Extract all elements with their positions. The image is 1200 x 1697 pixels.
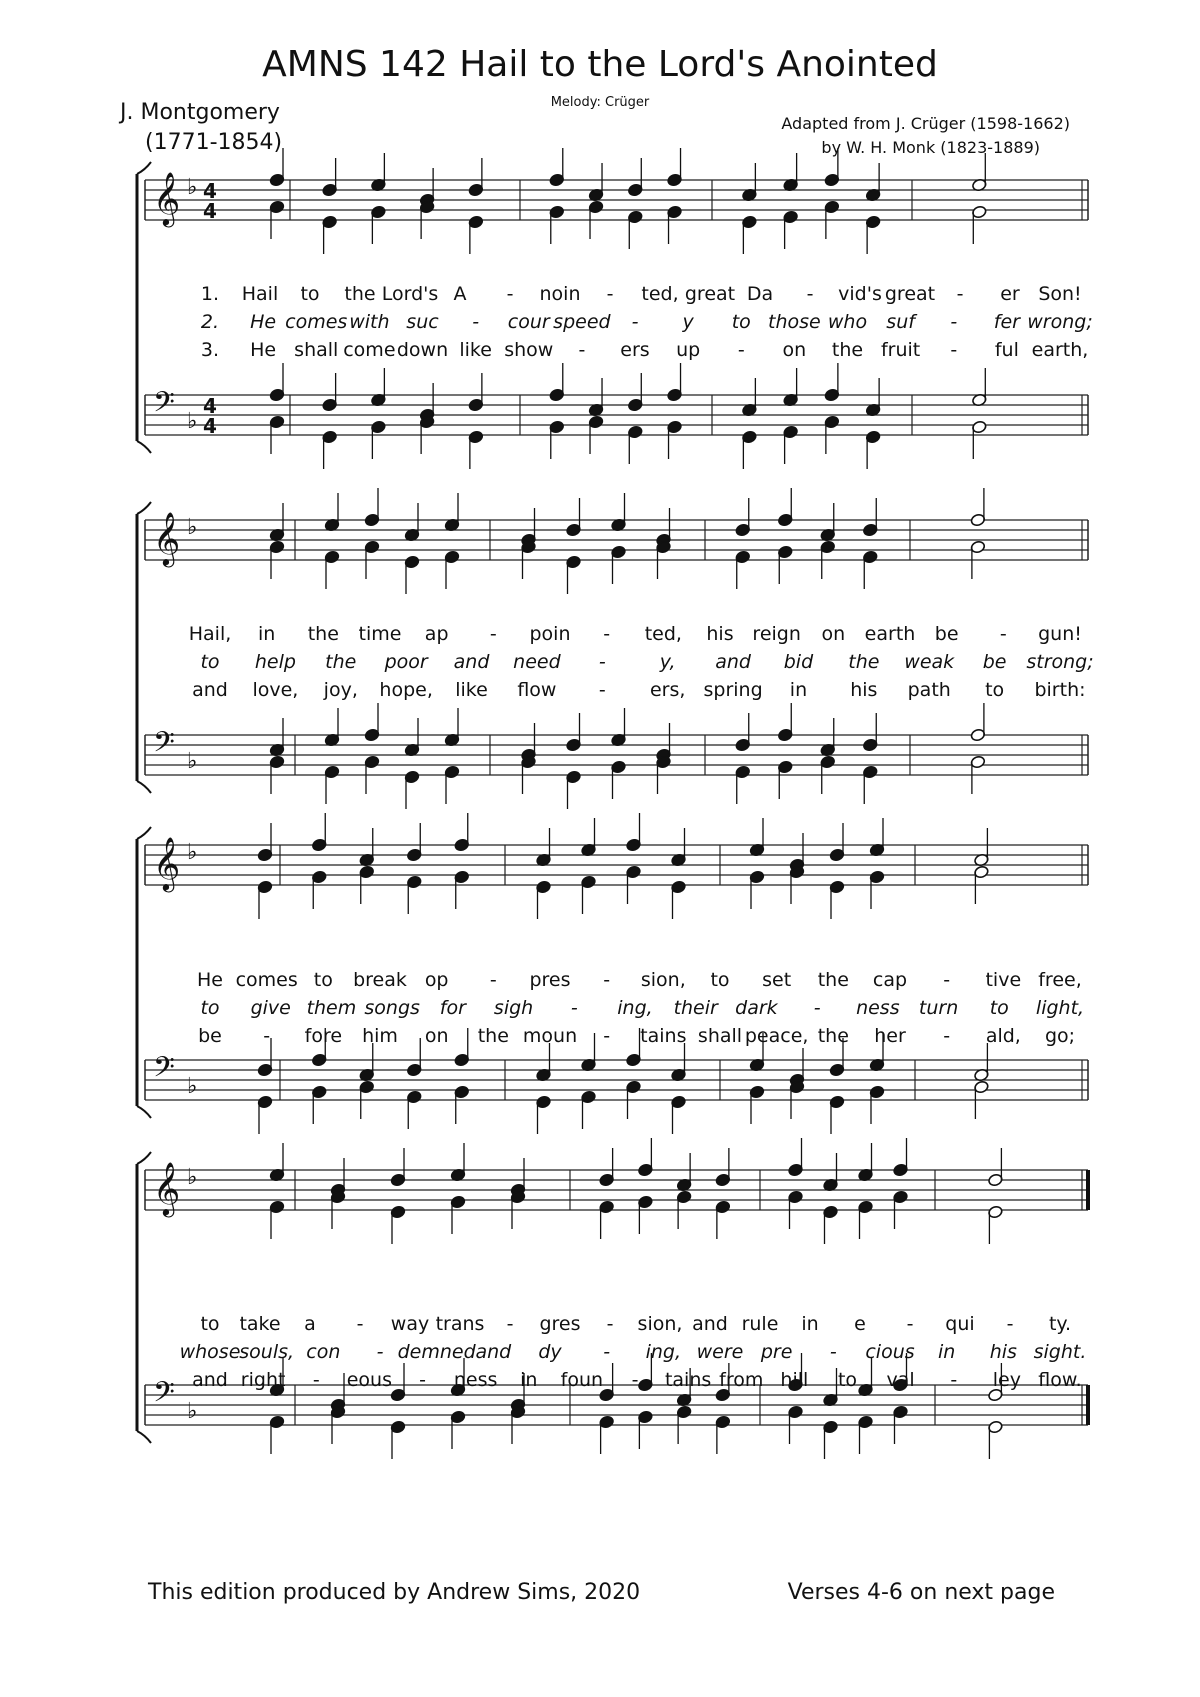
- lyric-syllable: from: [719, 1369, 764, 1391]
- lyric-syllable: fore: [304, 1025, 343, 1047]
- lyric-syllable: way: [390, 1313, 430, 1335]
- lyric-syllable: in: [520, 1369, 538, 1391]
- lyric-syllable: ing,: [617, 997, 653, 1019]
- lyric-syllable: 2.: [200, 311, 220, 333]
- lyric-syllable: -: [506, 1313, 514, 1335]
- lyric-syllable: shall: [697, 1025, 743, 1047]
- lyric-syllable: love,: [252, 679, 299, 701]
- lyric-syllable: bid: [783, 651, 814, 673]
- lyric-syllable: flow.: [1038, 1369, 1082, 1391]
- lyric-syllable: comes: [285, 311, 348, 333]
- lyric-syllable: to: [200, 1313, 220, 1335]
- lyric-syllable: poor: [384, 651, 428, 673]
- lyric-syllable: on: [424, 1025, 449, 1047]
- lyric-syllable: dy: [538, 1341, 562, 1363]
- lyric-syllable: pres: [529, 969, 571, 991]
- lyric-syllable: suf: [886, 311, 915, 333]
- lyric-syllable: souls,: [239, 1341, 295, 1363]
- lyric-syllable: to: [313, 969, 333, 991]
- lyric-syllable: demned: [397, 1341, 476, 1363]
- final-barline: [1086, 1170, 1090, 1210]
- lyric-syllable: in: [258, 623, 276, 645]
- lyric-syllable: cious: [865, 1341, 915, 1363]
- lyric-syllable: ness: [453, 1369, 498, 1391]
- lyric-syllable: who: [827, 311, 868, 333]
- lyric-syllable: Lord's: [381, 283, 439, 305]
- lyric-syllable: e: [854, 1313, 866, 1335]
- lyric-syllable: his: [850, 679, 878, 701]
- bracket-top: [137, 502, 151, 514]
- lyric-syllable: strong;: [1026, 651, 1094, 673]
- flat-key-signature: ♭: [187, 175, 198, 200]
- lyric-syllable: to: [731, 311, 751, 333]
- lyric-syllable: light,: [1035, 997, 1085, 1019]
- lyric-syllable: reign: [752, 623, 801, 645]
- lyric-syllable: his: [989, 1341, 1017, 1363]
- lyric-syllable: -: [906, 1313, 914, 1335]
- lyric-syllable: like: [455, 679, 488, 701]
- lyric-syllable: cap: [872, 969, 908, 991]
- lyric-syllable: ley: [992, 1369, 1021, 1391]
- hymn-title: AMNS 142 Hail to the Lord's Anointed: [262, 44, 938, 85]
- lyric-syllable: ty.: [1048, 1313, 1072, 1335]
- lyric-syllable: ness: [856, 997, 900, 1019]
- lyric-syllable: ers,: [649, 679, 686, 701]
- lyric-syllable: 1.: [200, 283, 220, 305]
- lyric-syllable: tains: [664, 1369, 712, 1391]
- lyric-syllable: -: [598, 651, 606, 673]
- lyric-syllable: and: [475, 1341, 512, 1363]
- lyric-syllable: the: [848, 651, 880, 673]
- poet-dates: (1771-1854): [145, 130, 283, 155]
- lyric-syllable: y,: [659, 651, 676, 673]
- lyric-syllable: Son!: [1038, 283, 1082, 305]
- lyric-syllable: -: [356, 1313, 364, 1335]
- lyric-syllable: vid's: [838, 283, 882, 305]
- lyric-syllable: qui: [945, 1313, 975, 1335]
- lyric-syllable: poin: [529, 623, 571, 645]
- lyric-syllable: were: [696, 1341, 744, 1363]
- lyric-syllable: sigh: [493, 997, 534, 1019]
- lyric-syllable: tive: [985, 969, 1022, 991]
- lyric-syllable: earth,: [1031, 339, 1089, 361]
- lyric-syllable: fer: [993, 311, 1020, 333]
- lyric-syllable: the: [344, 283, 376, 305]
- lyric-syllable: eous: [346, 1369, 393, 1391]
- bracket-top: [137, 1152, 151, 1164]
- lyric-syllable: ald,: [985, 1025, 1021, 1047]
- lyric-syllable: the: [325, 651, 357, 673]
- lyric-syllable: -: [606, 283, 614, 305]
- lyric-syllable: those: [768, 311, 821, 333]
- lyric-syllable: -: [578, 339, 586, 361]
- lyric-syllable: -: [263, 1025, 271, 1047]
- lyric-syllable: -: [489, 969, 497, 991]
- lyric-syllable: her: [874, 1025, 906, 1047]
- lyric-syllable: time: [358, 623, 402, 645]
- lyric-syllable: ted,: [644, 623, 682, 645]
- lyric-syllable: and: [692, 1313, 728, 1335]
- lyric-syllable: right: [240, 1369, 286, 1391]
- lyric-syllable: shall: [294, 339, 339, 361]
- lyric-syllable: to: [985, 679, 1005, 701]
- lyric-syllable: like: [459, 339, 492, 361]
- lyric-syllable: 3.: [200, 339, 220, 361]
- lyric-syllable: -: [829, 1341, 837, 1363]
- lyric-syllable: -: [950, 1369, 958, 1391]
- lyric-syllable: op: [424, 969, 449, 991]
- lyric-syllable: -: [813, 997, 821, 1019]
- lyric-syllable: -: [570, 997, 578, 1019]
- continuation-note: Verses 4-6 on next page: [787, 1580, 1055, 1605]
- lyric-syllable: He: [197, 969, 223, 991]
- lyric-syllable: for: [439, 997, 466, 1019]
- bracket-bottom: [137, 1106, 151, 1118]
- lyric-syllable: -: [489, 623, 497, 645]
- lyric-syllable: be: [198, 1025, 222, 1047]
- flat-key-signature: ♭: [187, 409, 198, 434]
- lyric-syllable: A: [453, 283, 467, 305]
- lyric-syllable: -: [950, 339, 958, 361]
- lyric-syllable: -: [943, 969, 951, 991]
- lyric-syllable: val: [886, 1369, 915, 1391]
- lyric-syllable: take: [239, 1313, 281, 1335]
- lyric-syllable: with: [349, 311, 390, 333]
- flat-key-signature: ♭: [187, 749, 198, 774]
- composer-credit-line1: Adapted from J. Crüger (1598-1662): [781, 114, 1070, 133]
- lyric-syllable: -: [603, 1341, 611, 1363]
- lyric-syllable: weak: [904, 651, 955, 673]
- lyric-syllable: -: [603, 623, 611, 645]
- poet-name: J. Montgomery: [120, 100, 280, 125]
- bracket-top: [137, 827, 151, 839]
- lyric-syllable: moun: [522, 1025, 578, 1047]
- bass-clef: 𝄢: [153, 726, 175, 766]
- lyric-syllable: tains: [640, 1025, 687, 1047]
- lyric-syllable: down: [396, 339, 449, 361]
- lyric-syllable: turn: [918, 997, 959, 1019]
- lyric-syllable: to: [710, 969, 730, 991]
- lyric-syllable: on: [782, 339, 807, 361]
- lyric-syllable: ted,: [641, 283, 679, 305]
- lyric-syllable: his: [706, 623, 734, 645]
- lyric-syllable: -: [943, 1025, 951, 1047]
- lyric-syllable: comes: [235, 969, 298, 991]
- lyric-syllable: con: [306, 1341, 341, 1363]
- lyric-syllable: ing,: [645, 1341, 682, 1363]
- lyric-syllable: -: [603, 1025, 611, 1047]
- edition-credit: This edition produced by Andrew Sims, 2020: [148, 1580, 641, 1605]
- lyric-syllable: y: [682, 311, 694, 333]
- lyric-syllable: the: [477, 1025, 509, 1047]
- lyric-syllable: -: [419, 1369, 426, 1391]
- lyric-syllable: up: [676, 339, 701, 361]
- lyric-syllable: -: [376, 1341, 384, 1363]
- lyric-syllable: to: [837, 1369, 858, 1391]
- lyric-syllable: rule: [741, 1313, 779, 1335]
- lyric-syllable: speed: [553, 311, 611, 333]
- lyric-syllable: spring: [703, 679, 763, 701]
- melody-credit: Melody: Crüger: [550, 95, 650, 110]
- lyric-syllable: -: [999, 623, 1007, 645]
- lyric-syllable: -: [506, 283, 514, 305]
- lyric-syllable: noin: [539, 283, 581, 305]
- time-signature-top: 4: [203, 179, 217, 203]
- lyric-syllable: songs: [364, 997, 420, 1019]
- treble-clef: 𝄞: [153, 1161, 181, 1215]
- lyric-syllable: suc: [406, 311, 439, 333]
- lyric-syllable: -: [631, 1369, 639, 1391]
- lyric-syllable: sion,: [637, 1313, 683, 1335]
- lyric-syllable: help: [254, 651, 296, 673]
- lyric-syllable: come: [343, 339, 396, 361]
- lyric-syllable: joy,: [323, 679, 358, 701]
- lyric-syllable: -: [603, 969, 611, 991]
- lyric-syllable: the: [831, 339, 864, 361]
- lyric-syllable: hill: [780, 1369, 809, 1391]
- flat-key-signature: ♭: [187, 1399, 198, 1424]
- time-signature-bottom: 4: [203, 414, 217, 438]
- lyric-syllable: and: [453, 651, 490, 673]
- lyric-syllable: a: [304, 1313, 316, 1335]
- lyric-syllable: them: [306, 997, 357, 1019]
- bracket-bottom: [137, 781, 151, 793]
- lyric-syllable: pre: [760, 1341, 793, 1363]
- flat-key-signature: ♭: [187, 1165, 198, 1190]
- bass-clef: 𝄢: [153, 1376, 175, 1416]
- lyric-syllable: wrong;: [1027, 311, 1093, 333]
- time-signature-bottom: 4: [203, 199, 217, 223]
- lyric-syllable: hope,: [379, 679, 433, 701]
- composer-credit-line2: by W. H. Monk (1823-1889): [821, 138, 1040, 157]
- lyric-syllable: -: [1006, 1313, 1014, 1335]
- lyric-syllable: er: [1000, 283, 1020, 305]
- lyric-syllable: gres: [539, 1313, 581, 1335]
- lyric-syllable: peace,: [744, 1025, 809, 1047]
- flat-key-signature: ♭: [187, 515, 198, 540]
- lyric-syllable: foun: [560, 1369, 604, 1391]
- lyric-syllable: and: [715, 651, 751, 673]
- lyric-syllable: whose: [179, 1341, 241, 1363]
- lyric-syllable: Hail: [241, 283, 279, 305]
- lyric-syllable: and: [192, 679, 228, 701]
- lyric-syllable: -: [606, 1313, 614, 1335]
- lyric-syllable: flow: [517, 679, 557, 701]
- lyric-syllable: -: [737, 339, 745, 361]
- lyric-syllable: fruit: [880, 339, 921, 361]
- lyric-syllable: the: [817, 969, 849, 991]
- lyric-syllable: -: [312, 1369, 320, 1391]
- lyric-syllable: ful: [994, 339, 1019, 361]
- flat-key-signature: ♭: [187, 840, 198, 865]
- lyric-syllable: be: [934, 623, 959, 645]
- lyric-syllable: go;: [1044, 1025, 1076, 1047]
- bracket-top: [137, 162, 151, 174]
- bracket-bottom: [137, 1431, 151, 1443]
- lyric-syllable: cour: [507, 311, 550, 333]
- lyric-syllable: give: [250, 997, 291, 1019]
- lyric-syllable: dark: [735, 997, 778, 1019]
- lyric-syllable: -: [472, 311, 480, 333]
- treble-clef: 𝄞: [153, 511, 181, 565]
- flat-key-signature: ♭: [187, 1074, 198, 1099]
- lyric-syllable: trans: [435, 1313, 485, 1335]
- lyric-syllable: set: [762, 969, 792, 991]
- lyric-syllable: show: [504, 339, 554, 361]
- lyric-syllable: Hail,: [188, 623, 232, 645]
- final-barline: [1086, 1385, 1090, 1425]
- lyric-syllable: on: [821, 623, 846, 645]
- bass-clef: 𝄢: [153, 1051, 175, 1091]
- lyric-syllable: -: [956, 283, 964, 305]
- lyric-syllable: to: [989, 997, 1009, 1019]
- treble-clef: 𝄞: [153, 836, 181, 890]
- lyric-syllable: great: [684, 283, 736, 305]
- lyric-syllable: Da: [746, 283, 774, 305]
- lyric-syllable: He: [250, 339, 277, 361]
- lyric-syllable: their: [673, 997, 718, 1019]
- lyric-syllable: birth:: [1034, 679, 1086, 701]
- lyric-syllable: and: [192, 1369, 228, 1391]
- lyric-syllable: free,: [1038, 969, 1082, 991]
- lyric-syllable: to: [200, 997, 220, 1019]
- lyric-syllable: need: [513, 651, 561, 673]
- lyric-syllable: path: [907, 679, 951, 701]
- lyric-syllable: him: [362, 1025, 398, 1047]
- lyric-syllable: in: [801, 1313, 819, 1335]
- treble-clef: 𝄞: [153, 171, 181, 225]
- lyric-syllable: earth: [864, 623, 916, 645]
- bracket-bottom: [137, 441, 151, 453]
- lyric-syllable: sight.: [1033, 1341, 1087, 1363]
- lyric-syllable: the: [817, 1025, 849, 1047]
- lyric-syllable: in: [789, 679, 808, 701]
- lyric-syllable: to: [200, 651, 220, 673]
- lyric-syllable: the: [307, 623, 339, 645]
- lyric-syllable: be: [982, 651, 1007, 673]
- time-signature-top: 4: [203, 394, 217, 418]
- lyric-syllable: to: [300, 283, 320, 305]
- lyric-syllable: -: [631, 311, 639, 333]
- lyric-syllable: gun!: [1038, 623, 1082, 645]
- lyric-syllable: -: [806, 283, 814, 305]
- lyric-syllable: -: [950, 311, 958, 333]
- lyric-syllable: He: [250, 311, 277, 333]
- lyric-syllable: ers: [620, 339, 650, 361]
- lyric-syllable: break: [353, 969, 407, 991]
- bass-clef: 𝄢: [153, 386, 175, 426]
- lyric-syllable: sion,: [640, 969, 686, 991]
- lyric-syllable: ap: [424, 623, 449, 645]
- lyric-syllable: in: [938, 1341, 956, 1363]
- lyric-syllable: great: [884, 283, 936, 305]
- lyric-syllable: -: [598, 679, 606, 701]
